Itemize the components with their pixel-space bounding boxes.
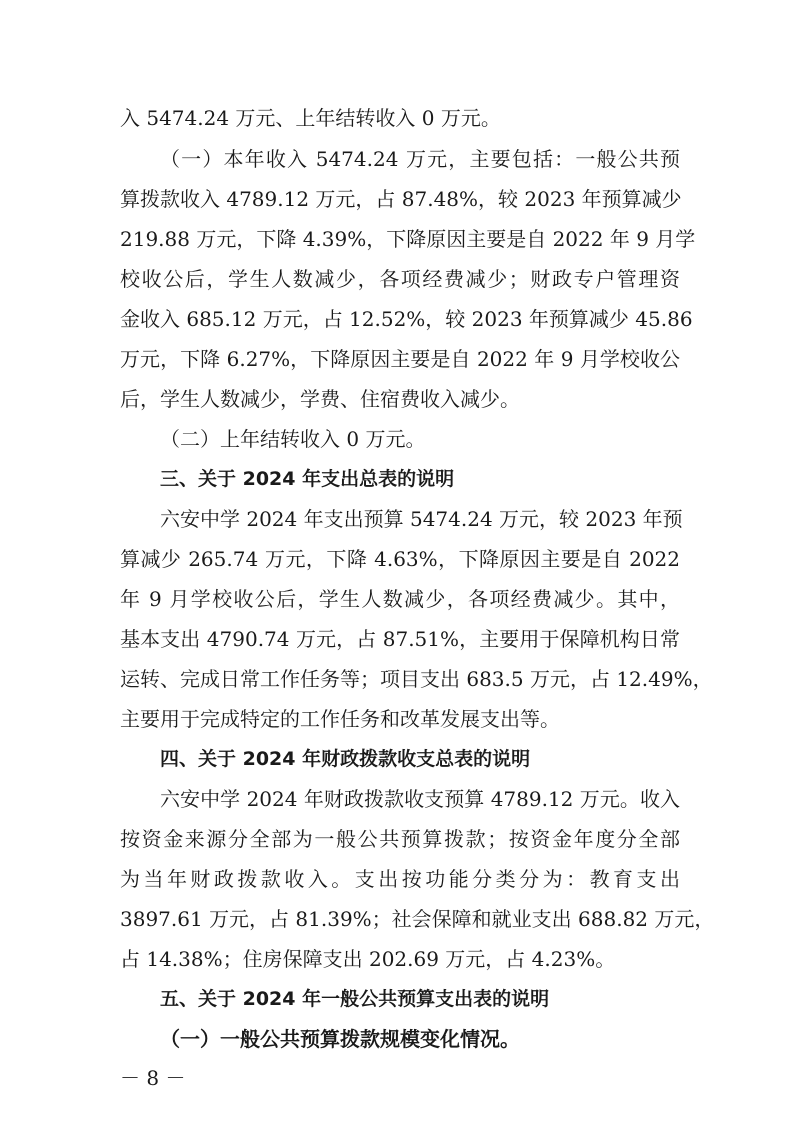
text-line: 算拨款收入 4789.12 万元，占 87.48%，较 2023 年预算减少 [120, 187, 682, 211]
text-line: （一）本年收入 5474.24 万元，主要包括：一般公共预 [160, 147, 680, 171]
text-line: 入 5474.24 万元、上年结转收入 0 万元。 [120, 106, 501, 130]
text-line: 六安中学 2024 年财政拨款收支预算 4789.12 万元。收入 [160, 787, 680, 811]
text-line: 年 9 月学校收公后，学生人数减少，各项经费减少。其中， [120, 587, 680, 611]
text-line: 基本支出 4790.74 万元，占 87.51%，主要用于保障机构日常 [120, 627, 680, 651]
text-line: 按资金来源分全部为一般公共预算拨款；按资金年度分全部 [120, 827, 680, 851]
text-line: （二）上年结转收入 0 万元。 [160, 427, 426, 451]
text-line: 万元，下降 6.27%，下降原因主要是自 2022 年 9 月学校收公 [120, 347, 680, 371]
subsection-heading: （一）一般公共预算拨款规模变化情况。 [160, 1027, 520, 1051]
page-number: － 8 － [120, 1066, 186, 1090]
text-line: 219.88 万元，下降 4.39%，下降原因主要是自 2022 年 9 月学 [120, 227, 696, 251]
text-line: 3897.61 万元，占 81.39%；社会保障和就业支出 688.82 万元， [120, 907, 715, 931]
text-line: 主要用于完成特定的工作任务和改革发展支出等。 [120, 707, 560, 731]
text-line: 为当年财政拨款收入。支出按功能分类分为：教育支出 [120, 867, 680, 891]
text-line: 算减少 265.74 万元，下降 4.63%，下降原因主要是自 2022 [120, 547, 680, 571]
text-line: 金收入 685.12 万元，占 12.52%，较 2023 年预算减少 45.86 [120, 307, 693, 331]
text-line: 占 14.38%；住房保障支出 202.69 万元，占 4.23%。 [120, 947, 616, 971]
text-line: 校收公后，学生人数减少，各项经费减少；财政专户管理资 [120, 267, 680, 291]
section-heading: 四、关于 2024 年财政拨款收支总表的说明 [160, 748, 531, 770]
text-line: 运转、完成日常工作任务等；项目支出 683.5 万元，占 12.49%， [120, 667, 713, 691]
section-heading: 五、关于 2024 年一般公共预算支出表的说明 [160, 988, 550, 1010]
text-line: 后，学生人数减少，学费、住宿费收入减少。 [120, 387, 520, 411]
text-line: 六安中学 2024 年支出预算 5474.24 万元，较 2023 年预 [160, 507, 683, 531]
section-heading: 三、关于 2024 年支出总表的说明 [160, 468, 455, 490]
